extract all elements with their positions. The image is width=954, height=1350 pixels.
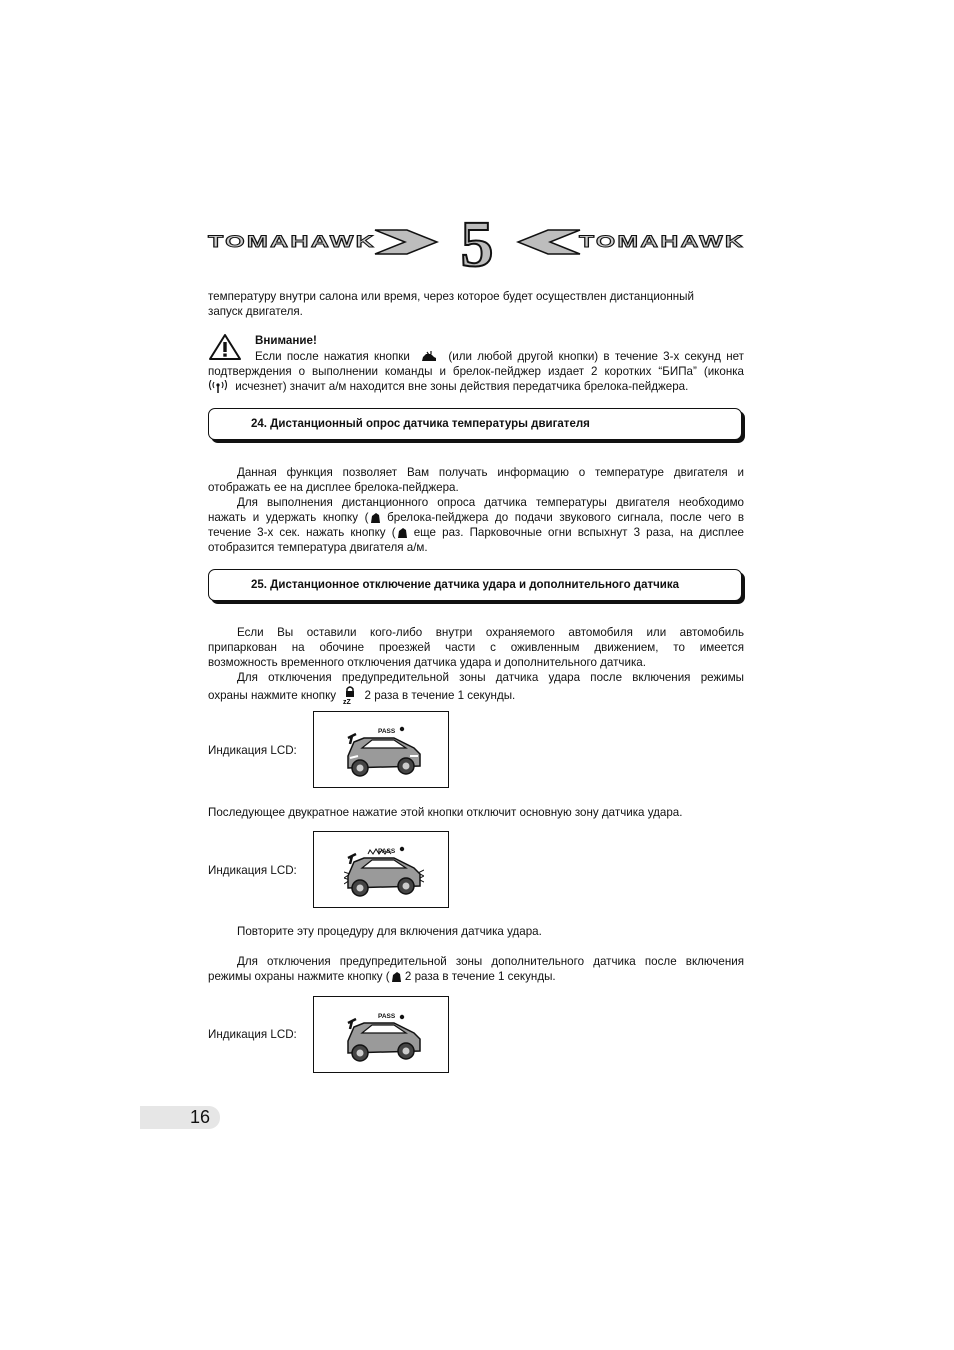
pass-label: PASS <box>378 728 396 735</box>
lcd-label-2: Индикация LCD: <box>208 864 297 877</box>
section-25-title: 25. Дистанционное отключение датчика удара и дополнительного датчика <box>251 579 680 591</box>
warning-title: Внимание! <box>255 334 317 347</box>
lcd-label-3: Индикация LCD: <box>208 1028 297 1041</box>
section-25-para-4: Повторите эту процедуру для включения датчика удара. <box>237 925 542 938</box>
warning-paragraph: Если после нажатия кнопки (или любой другой кнопки) в течение 3-х секунд нет подтверждения о выполнении команды и брелок-пейджер издает 2 коротких “БИПа” (иконка исчезнет) значит а/м находится вне зоны действия передатчика брелока-пейджера. <box>208 350 744 393</box>
svg-text:zZ: zZ <box>343 699 352 705</box>
lcd-indicator-2 <box>313 831 449 908</box>
section-25-para-3: Последующее двукратное нажатие этой кнопки отключит основную зону датчика удара. <box>208 806 683 819</box>
section-25-body: Если Вы оставили кого-либо внутри охраняемого автомобиля или автомобиль припаркован на обочине проезжей части с оживленным движением, то имеется возможность временного отключения датчика удара и дополнительного датчика. Для отключения предупредительной зоны датчика удара после включения режимы охраны нажмите кнопку zZ 2 раза в течение 1 секунды. <box>208 626 744 705</box>
section-25-para-5: Для отключения предупредительной зоны дополнительного датчика после включения режимы охраны нажмите кнопку ( 2 раза в течение 1 секунды. <box>208 955 744 983</box>
lcd-label-1: Индикация LCD: <box>208 744 297 757</box>
section-24-title: 24. Дистанционный опрос датчика температуры двигателя <box>251 418 590 430</box>
section-24-body: Данная функция позволяет Вам получать информацию о температуре двигателя и отображать ее на дисплее брелока-пейджера. Для выполнения дистанционного опроса датчика температуры двигателя необходимо нажать и удержать кнопку ( брелока-пейджера до подачи звукового сигнала, после чего в течение 3-х сек. нажать кнопку ( еще раз. Парковочные огни вспыхнут 3 раза, на дисплее отобразится температура двигателя а/м. <box>208 466 744 554</box>
car-start-icon <box>421 351 437 363</box>
section-25-header <box>208 569 742 601</box>
lock-sleep-icon <box>342 685 358 705</box>
page-number: 16 <box>189 1107 210 1127</box>
tomahawk-x5-logo <box>205 214 750 270</box>
lcd-indicator-3 <box>313 996 449 1073</box>
trunk-button-icon <box>396 527 408 539</box>
section-24-header <box>208 408 742 440</box>
pass-label: PASS <box>378 1013 396 1020</box>
brand-left: TOMAHAWK <box>208 232 376 251</box>
model-number: 5 <box>460 214 494 270</box>
car-shock-icon <box>344 846 424 902</box>
intro-paragraph: температуру внутри салона или время, через которое будет осуществлен дистанционный запуск двигателя. <box>208 290 694 318</box>
trunk-button-icon <box>390 971 402 983</box>
brand-right: TOMAHAWK <box>579 232 745 251</box>
car-icon <box>344 1011 424 1067</box>
page-number-tab <box>140 1106 220 1129</box>
antenna-signal-icon <box>208 380 228 394</box>
car-icon <box>344 726 424 782</box>
lcd-indicator-1 <box>313 711 449 788</box>
trunk-button-icon <box>369 512 381 524</box>
pass-label: PASS <box>378 848 396 855</box>
